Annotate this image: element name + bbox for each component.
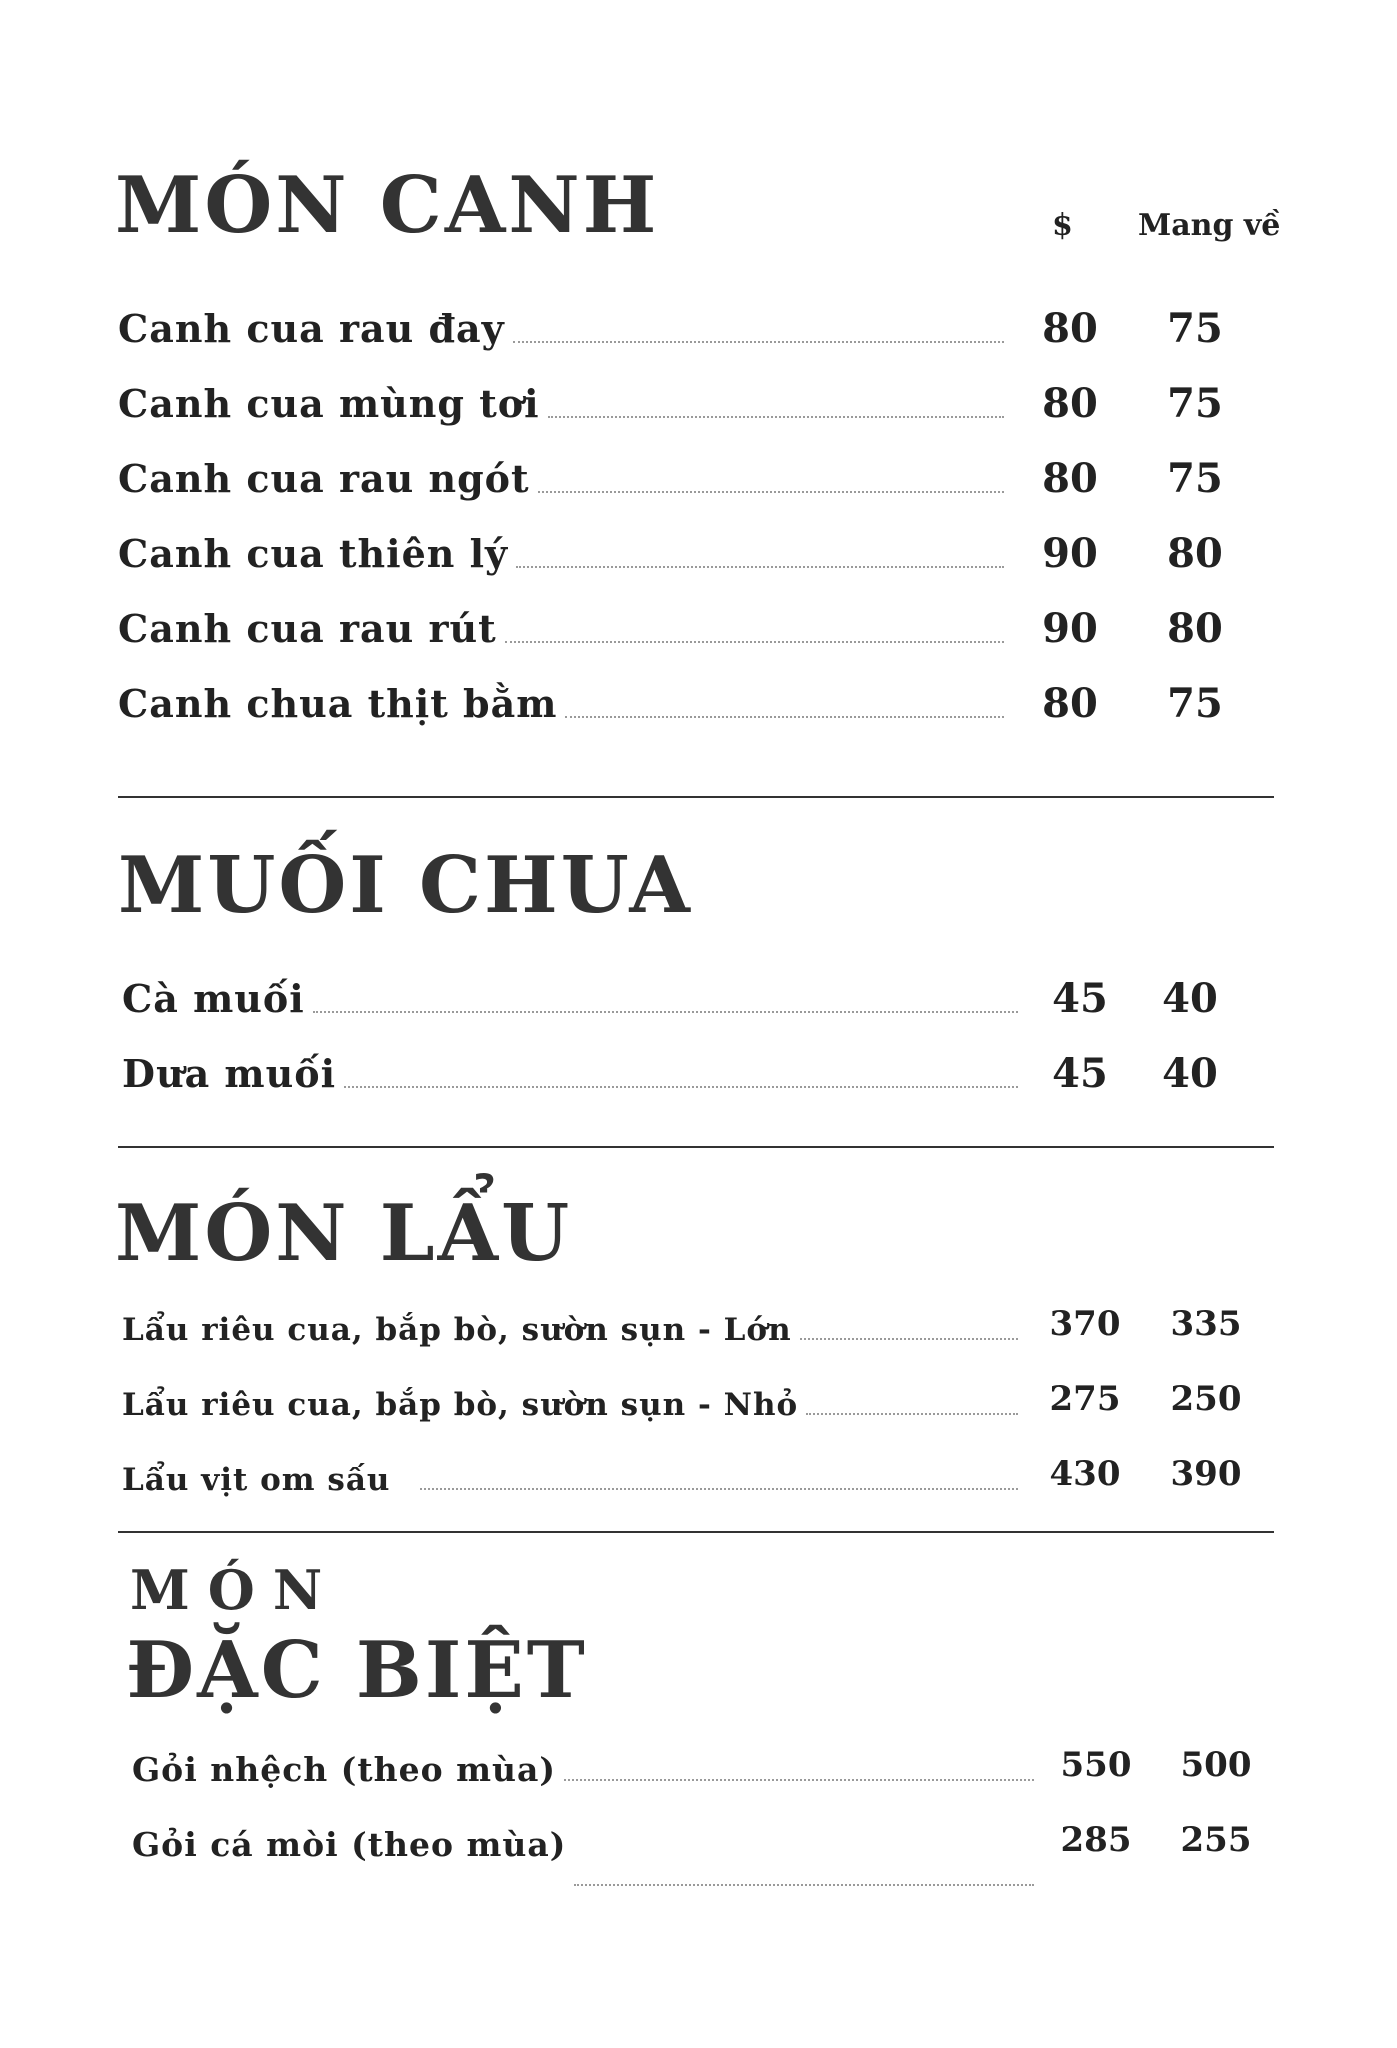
- item-name: Dưa muối: [122, 1051, 337, 1096]
- item-price: 285: [1060, 1820, 1132, 1860]
- item-name: Canh cua rau ngót: [118, 456, 530, 501]
- dot-leader: [800, 1338, 1018, 1340]
- item-takeaway-price: 250: [1170, 1379, 1242, 1419]
- item-name: Canh cua mùng tơi: [118, 381, 540, 426]
- item-name: Cà muối: [122, 976, 305, 1021]
- item-takeaway-price: 40: [1162, 975, 1218, 1022]
- item-name: Gỏi nhệch (theo mùa): [132, 1750, 557, 1789]
- list-item: [132, 1743, 1034, 1789]
- list-item: [122, 1452, 1018, 1498]
- item-name: Canh cua thiên lý: [118, 531, 509, 576]
- dot-leader: [565, 716, 1004, 718]
- item-name: Canh chua thịt bằm: [118, 681, 558, 726]
- item-takeaway-price: 80: [1167, 605, 1223, 652]
- item-takeaway-price: 500: [1180, 1745, 1252, 1785]
- section-title-muoi-chua: MUỐI CHUA: [118, 840, 693, 931]
- item-takeaway-price: 335: [1170, 1304, 1242, 1344]
- list-item: [118, 680, 1004, 726]
- item-price: 430: [1049, 1454, 1121, 1494]
- list-item: [118, 455, 1004, 501]
- item-price: 80: [1042, 680, 1098, 727]
- item-price: 370: [1049, 1304, 1121, 1344]
- dot-leader: [574, 1884, 1034, 1886]
- item-price: 275: [1049, 1379, 1121, 1419]
- list-item: [118, 380, 1004, 426]
- item-takeaway-price: 80: [1167, 530, 1223, 577]
- dot-leader: [538, 491, 1004, 493]
- list-item: [122, 1050, 1018, 1096]
- list-item: [122, 1302, 1018, 1348]
- dot-leader: [513, 341, 1004, 343]
- dot-leader: [564, 1779, 1034, 1781]
- item-name: Canh cua rau rút: [118, 606, 497, 651]
- list-item: [122, 1377, 1018, 1423]
- dot-leader: [548, 416, 1004, 418]
- section-divider: [118, 1146, 1274, 1148]
- list-item: [118, 530, 1004, 576]
- list-item: [132, 1818, 1034, 1864]
- dot-leader: [505, 641, 1004, 643]
- section-title-dac-biet-line2: ĐẶC BIỆT: [126, 1625, 588, 1716]
- item-takeaway-price: 75: [1167, 455, 1223, 502]
- column-header-price: $: [1052, 208, 1073, 243]
- dot-leader: [516, 566, 1004, 568]
- column-header-takeaway: Mang về: [1138, 208, 1281, 243]
- item-takeaway-price: 40: [1162, 1050, 1218, 1097]
- dot-leader: [313, 1011, 1018, 1013]
- section-divider: [118, 1531, 1274, 1533]
- item-price: 80: [1042, 305, 1098, 352]
- item-name: Lẩu riêu cua, bắp bò, sườn sụn - Lớn: [122, 1312, 792, 1348]
- item-takeaway-price: 75: [1167, 305, 1223, 352]
- section-title-dac-biet-line1: MÓN: [130, 1558, 341, 1622]
- item-name: Lẩu riêu cua, bắp bò, sườn sụn - Nhỏ: [122, 1387, 799, 1423]
- section-title-canh: MÓN CANH: [115, 160, 660, 251]
- item-name: Canh cua rau đay: [118, 306, 505, 351]
- dot-leader: [344, 1086, 1018, 1088]
- item-price: 80: [1042, 380, 1098, 427]
- section-title-lau: MÓN LẨU: [115, 1188, 573, 1279]
- list-item: [118, 305, 1004, 351]
- item-price: 550: [1060, 1745, 1132, 1785]
- list-item: [122, 975, 1018, 1021]
- item-takeaway-price: 390: [1170, 1454, 1242, 1494]
- item-price: 80: [1042, 455, 1098, 502]
- item-price: 45: [1052, 975, 1108, 1022]
- item-takeaway-price: 75: [1167, 380, 1223, 427]
- item-name: Lẩu vịt om sấu: [122, 1462, 391, 1498]
- item-takeaway-price: 75: [1167, 680, 1223, 727]
- item-price: 90: [1042, 605, 1098, 652]
- list-item: [118, 605, 1004, 651]
- item-price: 90: [1042, 530, 1098, 577]
- section-divider: [118, 796, 1274, 798]
- dot-leader: [420, 1488, 1018, 1490]
- item-name: Gỏi cá mòi (theo mùa): [132, 1825, 567, 1864]
- item-price: 45: [1052, 1050, 1108, 1097]
- dot-leader: [806, 1413, 1018, 1415]
- item-takeaway-price: 255: [1180, 1820, 1252, 1860]
